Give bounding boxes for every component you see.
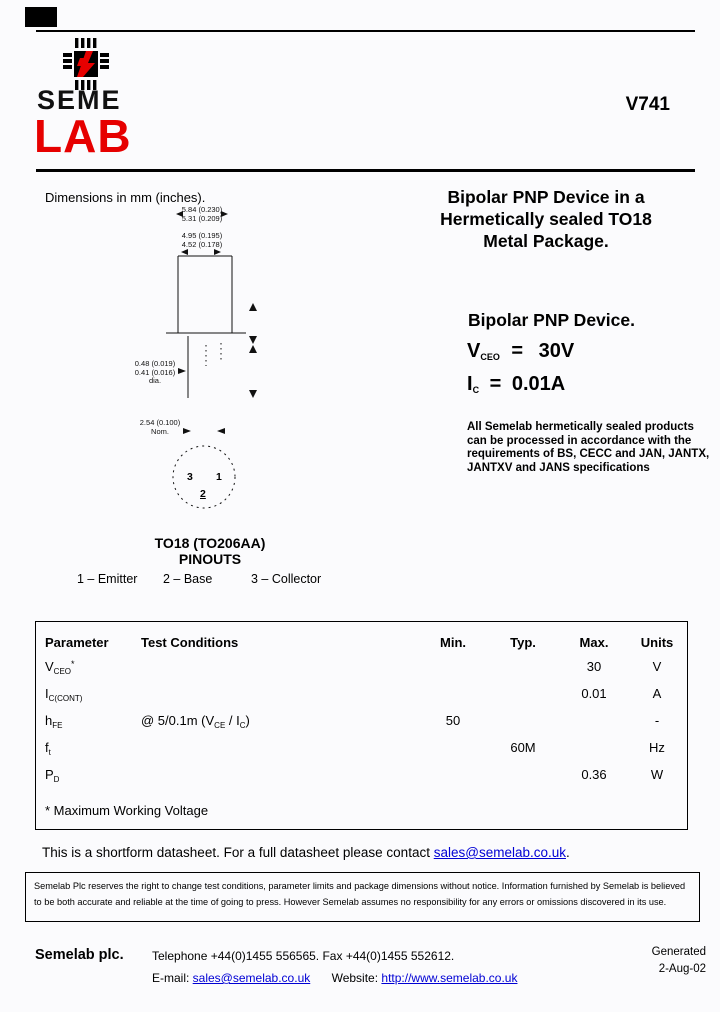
generated-stamp: Generated 2-Aug-02 <box>651 946 706 975</box>
pinout-emitter: 1 – Emitter <box>77 572 138 586</box>
disclaimer-text: Semelab Plc reserves the right to change test conditions, parameter limits and package dimensions without notice. Information furnished by Semelab is believed to be both accurate and reliable at the time of going to press. However Semelab assumes no responsibility for any errors or omissions discovered in its use. <box>34 881 686 907</box>
vceo-subscript: CEO <box>480 352 500 362</box>
pinout-collector: 3 – Collector <box>251 572 322 586</box>
pin-3-label: 3 <box>187 471 193 483</box>
package-title: TO18 (TO206AA) <box>154 535 266 551</box>
page-title: Bipolar PNP Device in a Hermetically sealed TO18 Metal Package. <box>440 187 652 251</box>
vceo-spec: $V_{CEO} = 30V$ <box>467 340 575 362</box>
pinout-base: 2 – Base <box>163 572 213 586</box>
top-rule <box>36 30 695 32</box>
hermetic-note: All Semelab hermetically sealed products can be processed in accordance with the requirements of BS, CECC and JAN, JANTX, JANTXV and JANS specifications <box>467 421 710 474</box>
logo-text-seme: SEME <box>37 85 122 115</box>
dim-lead-diameter: 0.48 (0.019) 0.41 (0.016) dia. <box>134 359 176 386</box>
part-number: V741 <box>625 94 670 115</box>
footer-website-link[interactable]: http://www.semelab.co.uk <box>381 971 518 985</box>
parameter-table <box>35 621 688 830</box>
hfe-test-condition: @ 5/0.1m $(V_{CE} / I_C)$ <box>141 713 250 730</box>
dim-body-diameter: 4.95 (0.195) 4.52 (0.178) <box>181 231 223 249</box>
semelab-chip-logo-icon <box>63 38 109 90</box>
dim-cap-diameter: 5.84 (0.230) 5.31 (0.209) <box>181 205 223 223</box>
header-rule <box>36 169 695 172</box>
table-row: $h_{FE}$ @ 5/0.1m $(V_{CE} / I_C)$ 50 - <box>45 713 660 730</box>
footer-phone: Telephone +44(0)1455 556565. Fax +44(0)1455 552612. <box>152 949 455 963</box>
shortform-note: This is a shortform datasheet. For a full datasheet please contact sales@semelab.co.uk. <box>42 845 570 860</box>
footer-company: Semelab plc. <box>35 947 124 963</box>
pin-1-label: 1 <box>216 471 222 483</box>
footer-email-link[interactable]: sales@semelab.co.uk <box>192 971 311 985</box>
table-row: $V_{CEO}^*$ 30 V <box>45 659 662 676</box>
pin-2-label: 2 <box>200 488 206 500</box>
corner-registration-mark <box>25 7 57 27</box>
table-row: $P_D$ 0.36 W <box>45 767 664 784</box>
sales-email-link[interactable]: sales@semelab.co.uk <box>433 845 566 860</box>
footer-contacts: E-mail: sales@semelab.co.uk Website: http://www.semelab.co.uk <box>152 971 518 985</box>
dim-lead-pitch: 2.54 (0.100) Nom. <box>139 418 181 436</box>
table-header-row: Parameter Test Conditions Min. Typ. Max. Units <box>45 635 674 650</box>
dimensions-caption: Dimensions in mm (inches). <box>45 190 206 205</box>
table-footnote: * Maximum Working Voltage <box>45 803 209 818</box>
table-row: $I_{C(CONT)}$ 0.01 A <box>45 686 662 703</box>
ic-spec: $I_C = 0.01A$ <box>467 373 566 395</box>
disclaimer-box <box>25 872 700 922</box>
ic-subscript: C <box>472 385 480 395</box>
table-row: $f_t$ 60M Hz <box>45 740 665 757</box>
pinouts-title: PINOUTS <box>178 551 242 567</box>
device-subtitle: Bipolar PNP Device. <box>468 310 635 330</box>
logo-text-lab: LAB <box>34 110 132 162</box>
